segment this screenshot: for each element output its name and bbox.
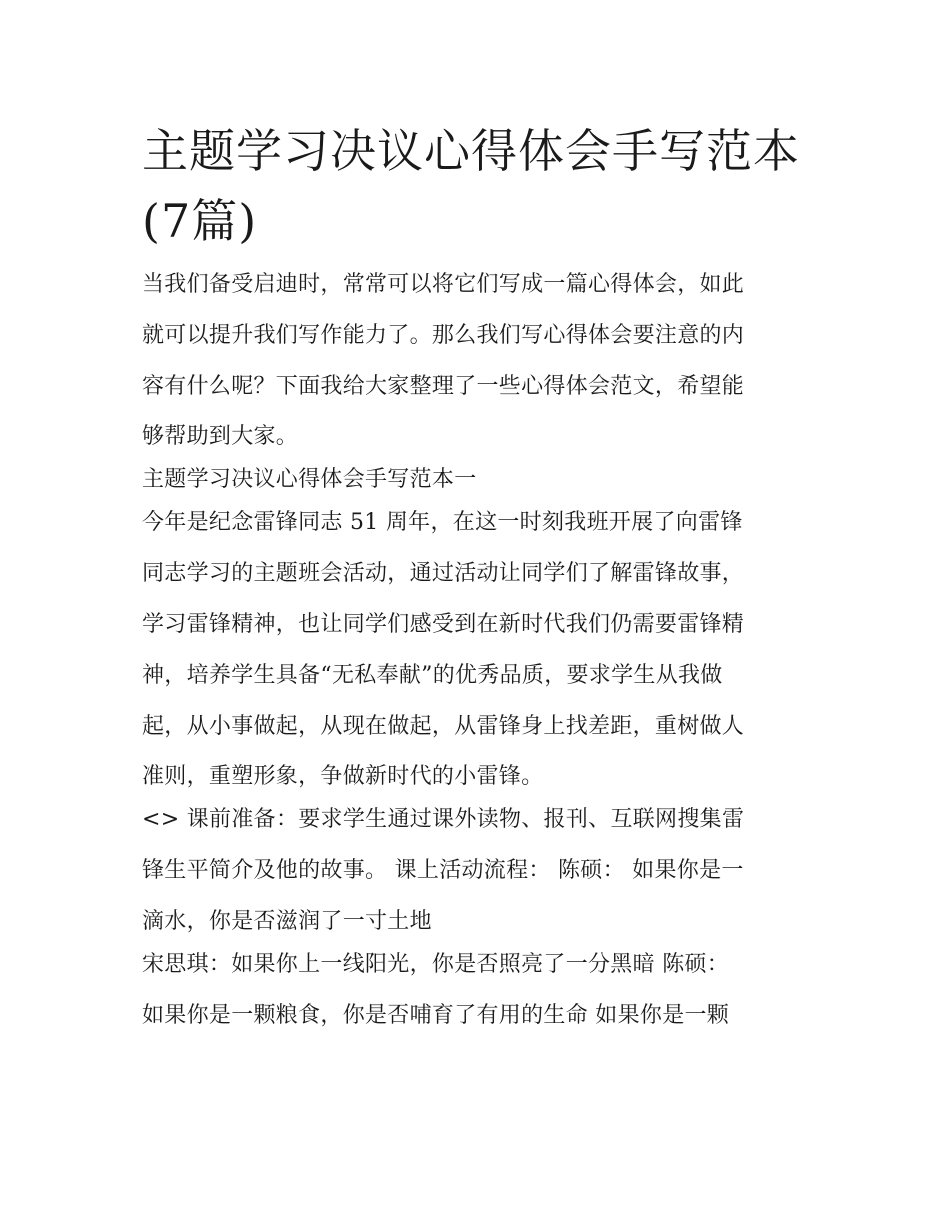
dialogue-line-2: 如果你是一颗粮食，你是否哺育了有用的生命 如果你是一颗 (142, 1002, 730, 1028)
prep-line-3: 滴水，你是否滋润了一寸土地 (142, 908, 432, 934)
prep-line-2: 锋生平简介及他的故事。 课上活动流程： 陈硕： 如果你是一 (142, 858, 744, 884)
section-heading: 主题学习决议心得体会手写范本一 (142, 467, 477, 493)
intro-line-3: 容有什么呢？下面我给大家整理了一些心得体会范文，希望能 (142, 373, 745, 399)
paragraph-line-2: 同志学习的主题班会活动，通过活动让同学们了解雷锋故事， (142, 561, 745, 587)
document-body (142, 116, 814, 1031)
paragraph-line-1: 今年是纪念雷锋同志 51 周年，在这一时刻我班开展了向雷锋 (142, 510, 743, 536)
paragraph-line-4: 神，培养学生具备“无私奉献”的优秀品质，要求学生从我做 (142, 662, 723, 688)
dialogue-line-1: 宋思琪：如果你上一线阳光，你是否照亮了一分黑暗 陈硕： (142, 951, 730, 977)
paragraph-line-3: 学习雷锋精神，也让同学们感受到在新时代我们仍需要雷锋精 (142, 611, 745, 637)
document-title: 主题学习决议心得体会手写范本(7篇) (142, 124, 800, 248)
paragraph-line-5: 起，从小事做起，从现在做起，从雷锋身上找差距，重树做人 (142, 713, 745, 739)
intro-line-1: 当我们备受启迪时，常常可以将它们写成一篇心得体会，如此 (142, 272, 745, 297)
intro-line-2: 就可以提升我们写作能力了。那么我们写心得体会要注意的内 (142, 322, 745, 348)
prep-line-1: <> 课前准备：要求学生通过课外读物、报刊、互联网搜集雷 (142, 807, 745, 833)
paragraph-line-6: 准则，重塑形象，争做新时代的小雷锋。 (142, 764, 544, 790)
intro-line-4: 够帮助到大家。 (142, 424, 299, 450)
